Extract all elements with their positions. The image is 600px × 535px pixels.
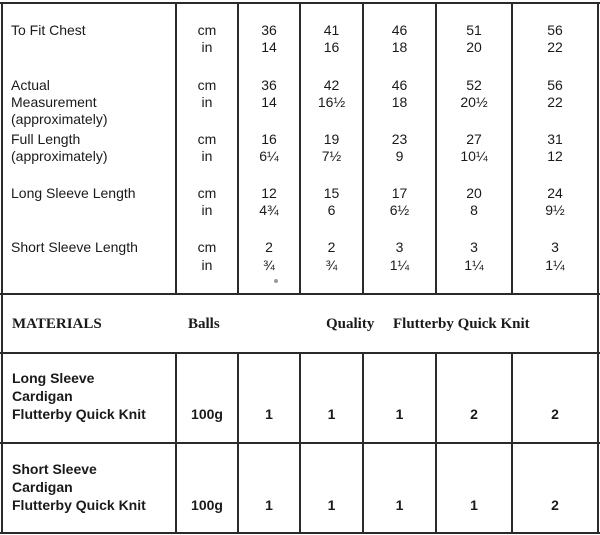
- actual-in-5: 22: [547, 94, 563, 110]
- chest-cm-2: 41: [323, 22, 340, 38]
- chest-unit-in: in: [201, 39, 213, 55]
- chest-in-5: 22: [547, 39, 563, 55]
- actual-cm-5: 56: [547, 77, 563, 93]
- full-in-4: 10¼: [460, 148, 488, 164]
- short-cm-5: 3: [551, 239, 559, 255]
- short-cm-4: 3: [470, 239, 478, 255]
- actual-cm-1: 36: [261, 77, 277, 93]
- chest-label: To Fit Chest: [11, 22, 86, 38]
- full-in-1: 6¼: [259, 148, 279, 164]
- long-row-value-5: 2: [551, 406, 559, 422]
- long-row-weight: 100g: [191, 406, 223, 422]
- long-row-line-1: Long Sleeve: [12, 370, 95, 386]
- long-row-value-3: 1: [395, 406, 404, 422]
- short-row-line-1: Short Sleeve: [12, 461, 97, 477]
- long-in-4: 8: [470, 202, 478, 218]
- actual-in-1: 14: [261, 94, 277, 110]
- short-row-value-5: 2: [551, 497, 559, 513]
- long-row-value-1: 1: [265, 406, 273, 422]
- long-cm-2: 15: [323, 185, 340, 201]
- short-in-3: 1¼: [389, 257, 410, 273]
- table-border-right: [597, 2, 599, 534]
- short-row-value-3: 1: [395, 497, 404, 513]
- long-cm-1: 12: [261, 185, 277, 201]
- full-label-1: Full Length: [11, 131, 81, 147]
- short-in-5: 1¼: [545, 257, 565, 273]
- long-in-5: 9½: [545, 202, 565, 218]
- full-cm-5: 31: [547, 131, 563, 147]
- actual-unit-in: in: [201, 94, 213, 110]
- full-cm-1: 16: [261, 131, 277, 147]
- actual-cm-2: 42: [323, 77, 340, 93]
- actual-in-4: 20½: [460, 94, 488, 110]
- short-label: Short Sleeve Length: [11, 239, 138, 255]
- chest-cm-5: 56: [547, 22, 563, 38]
- chest-in-3: 18: [391, 39, 408, 55]
- chest-cm-1: 36: [261, 22, 277, 38]
- short-row-value-2: 1: [327, 497, 336, 513]
- materials-heading: MATERIALS: [12, 316, 102, 332]
- yarn-heading: Flutterby Quick Knit: [393, 316, 530, 332]
- short-in-1: ¾: [263, 257, 275, 273]
- chest-unit-cm: cm: [197, 22, 217, 38]
- actual-label-1: Actual: [11, 77, 50, 93]
- short-in-2: ¾: [325, 257, 338, 273]
- short-cm-2: 2: [327, 239, 336, 255]
- short-row-value-4: 1: [470, 497, 478, 513]
- long-in-3: 6½: [389, 202, 410, 218]
- long-cm-4: 20: [466, 185, 482, 201]
- speck-mark: [274, 279, 278, 283]
- long-unit-cm: cm: [197, 185, 217, 201]
- actual-cm-4: 52: [466, 77, 482, 93]
- actual-in-2: 16½: [317, 94, 346, 110]
- full-cm-2: 19: [323, 131, 340, 147]
- long-row-line-2: Cardigan: [12, 388, 73, 404]
- actual-label-2: Measurement: [11, 94, 97, 110]
- short-unit-cm: cm: [197, 239, 217, 255]
- long-row-value-2: 1: [327, 406, 336, 422]
- long-row-value-4: 2: [470, 406, 478, 422]
- short-unit-in: in: [201, 257, 213, 273]
- actual-cm-3: 46: [391, 77, 408, 93]
- short-row-line-2: Cardigan: [12, 479, 73, 495]
- actual-label-3: (approximately): [11, 111, 108, 127]
- short-row-value-1: 1: [265, 497, 273, 513]
- divider-sizes-materials: [0, 293, 600, 295]
- long-in-1: 4¾: [259, 202, 279, 218]
- long-unit-in: in: [201, 202, 213, 218]
- full-in-5: 12: [547, 148, 563, 164]
- short-in-4: 1¼: [464, 257, 484, 273]
- short-cm-1: 2: [265, 239, 273, 255]
- long-cm-3: 17: [391, 185, 408, 201]
- short-row-weight: 100g: [191, 497, 223, 513]
- table-border-left: [1, 2, 3, 534]
- full-in-3: 9: [395, 148, 404, 164]
- actual-unit-cm: cm: [197, 77, 217, 93]
- full-cm-4: 27: [466, 131, 482, 147]
- chest-in-2: 16: [323, 39, 340, 55]
- chest-in-1: 14: [261, 39, 277, 55]
- full-label-2: (approximately): [11, 148, 108, 164]
- short-cm-3: 3: [395, 239, 404, 255]
- long-label: Long Sleeve Length: [11, 185, 136, 201]
- chest-in-4: 20: [466, 39, 482, 55]
- quality-heading: Quality: [326, 316, 375, 332]
- full-cm-3: 23: [391, 131, 408, 147]
- full-unit-cm: cm: [197, 131, 217, 147]
- short-row-line-3: Flutterby Quick Knit: [12, 497, 146, 513]
- balls-heading: Balls: [188, 316, 220, 332]
- long-row-line-3: Flutterby Quick Knit: [12, 406, 146, 422]
- actual-in-3: 18: [391, 94, 408, 110]
- full-unit-in: in: [201, 148, 213, 164]
- chest-cm-4: 51: [466, 22, 482, 38]
- long-in-2: 6: [327, 202, 336, 218]
- chest-cm-3: 46: [391, 22, 408, 38]
- full-in-2: 7½: [321, 148, 342, 164]
- long-cm-5: 24: [547, 185, 563, 201]
